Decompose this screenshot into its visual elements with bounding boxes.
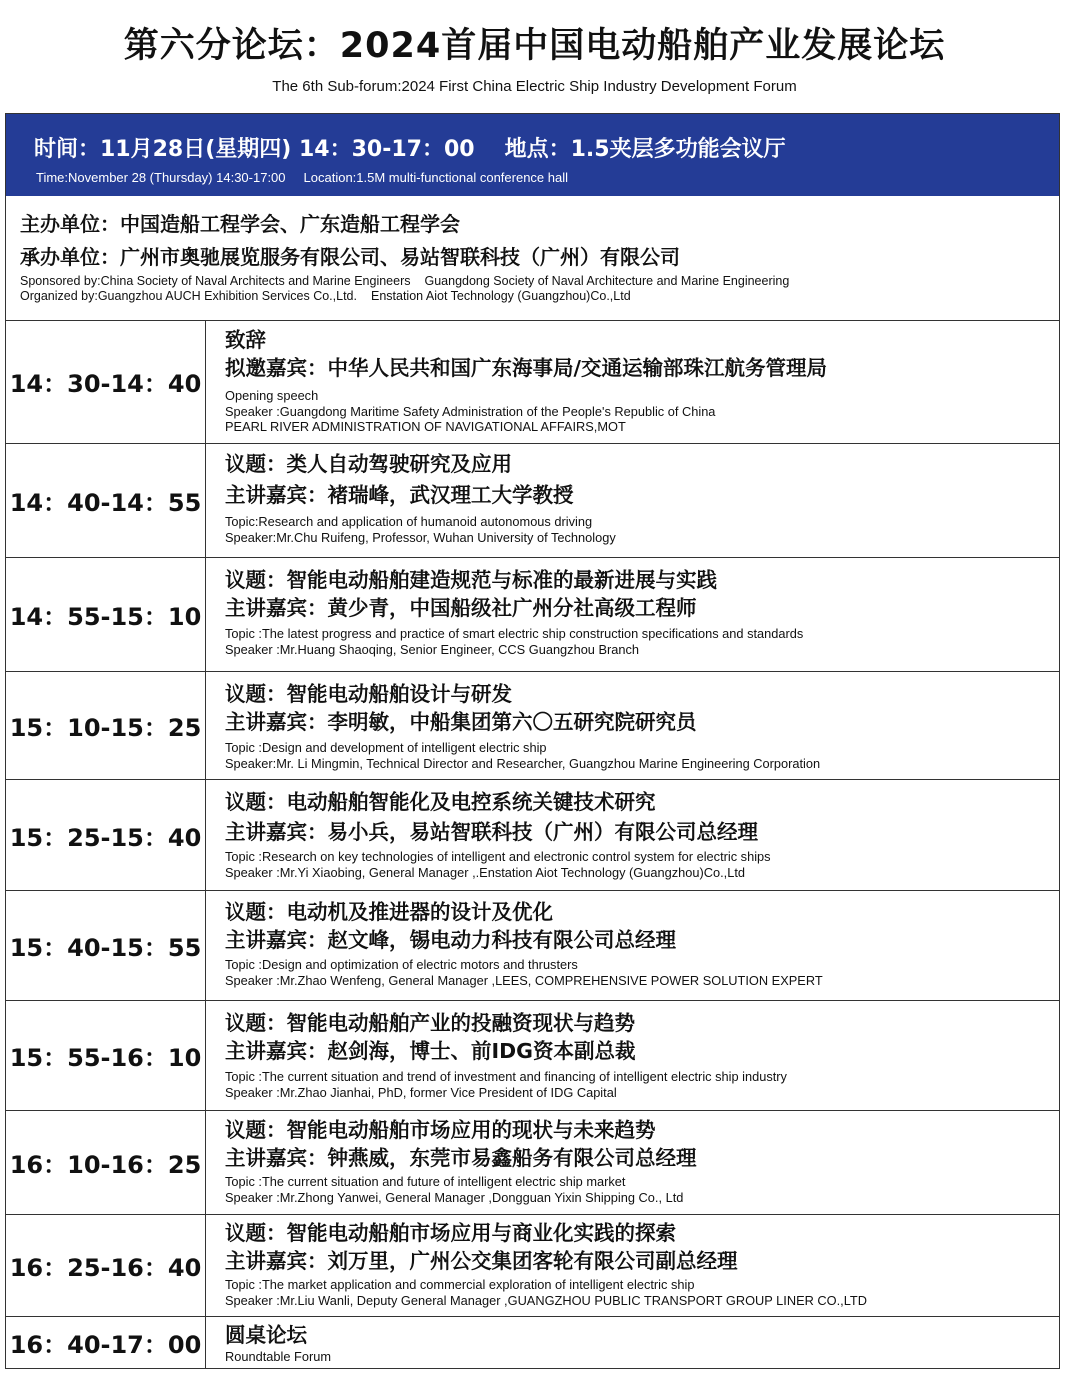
schedule-time: 16：40-17：00 <box>6 1317 206 1368</box>
topic-cn: 议题：智能电动船舶产业的投融资现状与趋势 <box>225 1011 635 1035</box>
topic-en: Topic :Design and optimization of electric motors and thrusters <box>225 957 578 972</box>
banner-location-cn: 地点：1.5夹层多功能会议厅 <box>504 137 786 162</box>
schedule-row <box>6 1111 1059 1215</box>
schedule-content <box>225 672 1053 771</box>
organizer-en-1: Organized by:Guangzhou AUCH Exhibition Services Co.,Ltd. <box>20 289 357 303</box>
schedule-time: 14：30-14：40 <box>6 320 206 443</box>
topic-en: Topic :Design and development of intelligent electric ship <box>225 740 547 755</box>
schedule-content <box>225 1001 1053 1100</box>
schedule-content <box>225 558 1053 657</box>
topic-cn: 议题：类人自动驾驶研究及应用 <box>225 452 512 476</box>
topic-cn: 圆桌论坛 <box>225 1323 307 1347</box>
sponsor-en <box>20 274 789 288</box>
topic-cn: 议题：智能电动船舶建造规范与标准的最新进展与实践 <box>225 568 717 592</box>
schedule-row <box>6 1317 1059 1368</box>
schedule-content <box>225 444 1053 545</box>
topic-en: Roundtable Forum <box>225 1349 331 1364</box>
schedule-time: 15：40-15：55 <box>6 891 206 1000</box>
speaker-en: Speaker :Mr.Zhao Jianhai, PhD, former Vice President of IDG Capital <box>225 1084 617 1100</box>
sponsor-cn: 主办单位：中国造船工程学会、广东造船工程学会 <box>20 212 460 236</box>
speaker-en: Speaker :Mr.Huang Shaoqing, Senior Engineer, CCS Guangzhou Branch <box>225 641 640 657</box>
speaker-en: Speaker :Guangdong Maritime Safety Administration of the People's Republic of China <box>225 403 716 419</box>
banner-cn-line <box>34 132 786 163</box>
topic-en: Topic :The market application and commercial exploration of intelligent electric ship <box>225 1277 695 1292</box>
speaker-cn: 主讲嘉宾：赵文峰，锡电动力科技有限公司总经理 <box>225 928 676 952</box>
schedule-content <box>225 891 1053 988</box>
speaker-en: Speaker :Mr.Yi Xiaobing, General Manager ,.Enstation Aiot Technology (Guangzhou)Co.,Ltd <box>225 864 746 880</box>
schedule-row <box>6 891 1059 1001</box>
topic-en: Opening speech <box>225 388 319 403</box>
speaker-en: Speaker :Mr.Liu Wanli, Deputy General Manager ,GUANGZHOU PUBLIC TRANSPORT GROUP LINER CO.,LTD <box>225 1292 867 1308</box>
organizer-en-2: Enstation Aiot Technology (Guangzhou)Co.,Ltd <box>370 289 631 303</box>
page-title: 第六分论坛：2024首届中国电动船舶产业发展论坛 <box>123 26 946 66</box>
schedule-row <box>6 1215 1059 1317</box>
speaker-cn: 主讲嘉宾：褚瑞峰，武汉理工大学教授 <box>225 483 574 507</box>
schedule-content <box>225 1215 1053 1308</box>
speaker-cn: 主讲嘉宾：李明敏，中船集团第六〇五研究院研究员 <box>225 710 697 734</box>
banner-location-en: Location:1.5M multi-functional conference hall <box>303 170 569 185</box>
speaker-en: Speaker:Mr. Li Mingmin, Technical Director and Researcher, Guangzhou Marine Engineering Corporation <box>225 755 821 771</box>
schedule-row <box>6 1001 1059 1111</box>
banner-time-en: Time:November 28 (Thursday) 14:30-17:00 <box>36 170 286 185</box>
topic-cn: 致辞 <box>225 328 266 352</box>
schedule-time: 16：10-16：25 <box>6 1111 206 1214</box>
topic-en: Topic:Research and application of humanoid autonomous driving <box>225 514 593 529</box>
schedule-content <box>225 780 1053 880</box>
topic-en: Topic :The current situation and trend of investment and financing of intelligent electric ship industry <box>225 1069 787 1084</box>
speaker-en: Speaker:Mr.Chu Ruifeng, Professor, Wuhan University of Technology <box>225 529 616 545</box>
topic-cn: 议题：电动机及推进器的设计及优化 <box>225 900 553 924</box>
schedule-row <box>6 780 1059 891</box>
speaker-cn: 主讲嘉宾：黄少青，中国船级社广州分社高级工程师 <box>225 596 697 620</box>
organizers-section <box>6 196 1059 321</box>
time-location-banner <box>6 114 1059 196</box>
banner-en-line <box>36 170 568 185</box>
speaker-cn: 主讲嘉宾：钟燕威，东莞市易鑫船务有限公司总经理 <box>225 1146 697 1170</box>
topic-cn: 议题：智能电动船舶设计与研发 <box>225 682 512 706</box>
schedule-row <box>6 558 1059 672</box>
schedule-time: 15：10-15：25 <box>6 672 206 779</box>
organizer-en <box>20 289 631 303</box>
schedule-time: 14：55-15：10 <box>6 558 206 671</box>
schedule-content <box>225 1317 1053 1365</box>
schedule-time: 16：25-16：40 <box>6 1215 206 1316</box>
speaker-en-2: PEARL RIVER ADMINISTRATION OF NAVIGATIONAL AFFAIRS,MOT <box>225 419 626 434</box>
speaker-cn: 拟邀嘉宾：中华人民共和国广东海事局/交通运输部珠江航务管理局 <box>225 356 827 380</box>
speaker-en: Speaker :Mr.Zhong Yanwei, General Manager ,Dongguan Yixin Shipping Co., Ltd <box>225 1189 684 1205</box>
schedule-time: 15：25-15：40 <box>6 780 206 890</box>
banner-time-cn: 时间：11月28日(星期四) 14：30-17：00 <box>34 137 475 162</box>
organizer-cn: 承办单位：广州市奥驰展览服务有限公司、易站智联科技（广州）有限公司 <box>20 245 680 269</box>
sponsor-en-1: Sponsored by:China Society of Naval Architects and Marine Engineers <box>20 274 411 288</box>
schedule-content <box>225 320 1053 435</box>
topic-cn: 议题：电动船舶智能化及电控系统关键技术研究 <box>225 790 656 814</box>
sponsor-en-2: Guangdong Society of Naval Architecture and Marine Engineering <box>424 274 790 288</box>
topic-en: Topic :Research on key technologies of intelligent and electronic control system for electric ships <box>225 849 771 864</box>
schedule-row <box>6 320 1059 444</box>
schedule-time: 14：40-14：55 <box>6 444 206 557</box>
topic-cn: 议题：智能电动船舶市场应用与商业化实践的探索 <box>225 1221 676 1245</box>
topic-en: Topic :The current situation and future of intelligent electric ship market <box>225 1174 626 1189</box>
schedule-content <box>225 1111 1053 1205</box>
speaker-cn: 主讲嘉宾：赵剑海，博士、前IDG资本副总裁 <box>225 1039 636 1063</box>
speaker-en: Speaker :Mr.Zhao Wenfeng, General Manager ,LEES, COMPREHENSIVE POWER SOLUTION EXPERT <box>225 972 823 988</box>
page-subtitle: The 6th Sub-forum:2024 First China Electric Ship Industry Development Forum <box>272 78 797 95</box>
topic-cn: 议题：智能电动船舶市场应用的现状与未来趋势 <box>225 1118 656 1142</box>
topic-en: Topic :The latest progress and practice of smart electric ship construction specifications and standards <box>225 626 804 641</box>
schedule-row <box>6 672 1059 780</box>
agenda-table <box>5 113 1060 1369</box>
speaker-cn: 主讲嘉宾：易小兵，易站智联科技（广州）有限公司总经理 <box>225 820 758 844</box>
speaker-cn: 主讲嘉宾：刘万里，广州公交集团客轮有限公司副总经理 <box>225 1249 738 1273</box>
schedule-row <box>6 444 1059 558</box>
schedule-time: 15：55-16：10 <box>6 1001 206 1110</box>
